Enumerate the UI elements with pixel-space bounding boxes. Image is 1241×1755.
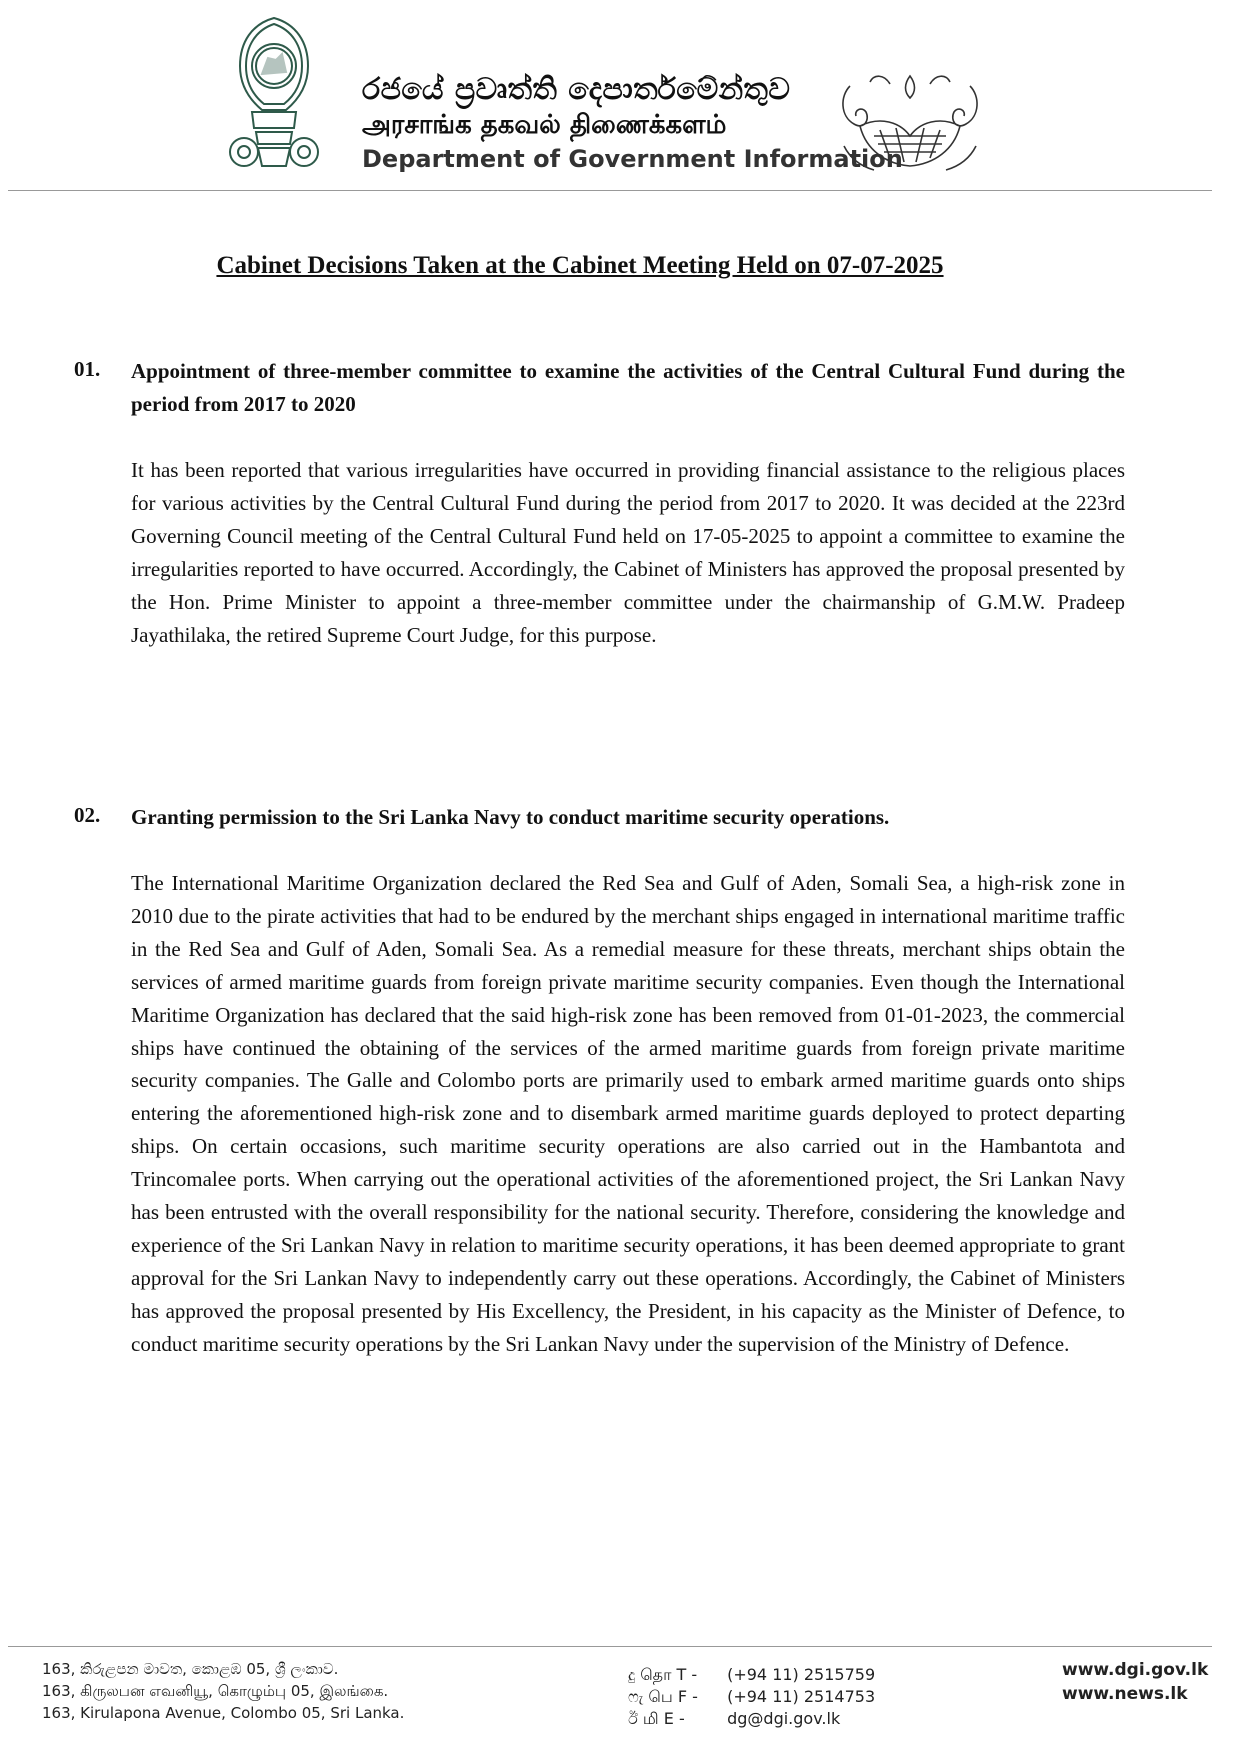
contact-fax [628,1686,875,1708]
document-title: Cabinet Decisions Taken at the Cabinet Meeting Held on 07-07-2025 [216,252,944,279]
section-body: It has been reported that various irregularities have occurred in providing financial assistance to the religious places for various activities by the Central Cultural Fund during the period from 2017 to 2020. It was decided at the 223rd Governing Council meeting of the Central Cultural Fund held on 17-05-2025 to appoint a committee to examine the irregularities reported to have occurred. Accordingly, the Cabinet of Ministers has approved the proposal presented by the Hon. Prime Minister to appoint a three-member committee under the chairmanship of G.M.W. Pradeep Jayathilaka, the retired Supreme Court Judge, for this purpose. [131,458,1125,647]
contact-label: ෆැ பெ F - [628,1687,698,1706]
website-link[interactable]: www.news.lk [1062,1684,1188,1704]
department-name-sinhala: රජයේ ප්‍රවෘත්ති දෙපාර්තමේන්තුව [362,72,791,107]
header-divider [8,190,1212,191]
department-name-tamil: அரசாங்க தகவல் திணைக்களம் [362,110,727,140]
section-heading: Granting permission to the Sri Lanka Navy to conduct maritime security operations. [131,805,890,829]
section-body: The International Maritime Organization declared the Red Sea and Gulf of Aden, Somali Sea, a high-risk zone in 2010 due to the pirate activities that had to be endured by the merchant ships engaged in international maritime traffic in the Red Sea and Gulf of Aden, Somali Sea. As a remedial measure for these threats, merchant ships obtain the services of armed maritime guards from foreign private maritime security companies. Even though the International Maritime Organization has declared that the said high-risk zone has been removed from 01-01-2023, the commercial ships have continued the obtaining of the services of the armed maritime guards from foreign private maritime security companies. The Galle and Colombo ports are primarily used to embark armed maritime guards onto ships entering the aforementioned high-risk zone and to disembark armed maritime guards deployed to protect departing ships. On certain occasions, such maritime security operations are also carried out in the Hambantota and Trincomalee ports. When carrying out the operational activities of the aforementioned project, the Sri Lankan Navy has been entrusted with the overall responsibility for the national security. Therefore, considering the knowledge and experience of the Sri Lankan Navy in relation to maritime security operations, it has been deemed appropriate to grant approval for the Sri Lankan Navy to independently carry out these operations. Accordingly, the Cabinet of Ministers has approved the proposal presented by His Excellency, the President, in his capacity as the Minister of Defence, to conduct maritime security operations by the Sri Lankan Navy under the supervision of the Ministry of Defence. [131,871,1125,1356]
footer-address [42,1658,404,1724]
address-tamil: 163, கிருலபன எவனியூ, கொழும்பு 05, இலங்கை. [42,1682,389,1700]
department-name [362,72,903,176]
department-name-english: Department of Government Information [362,145,903,173]
contact-label: ඊ மி E - [628,1709,685,1728]
footer-websites [1062,1658,1208,1706]
address-english: 163, Kirulapona Avenue, Colombo 05, Sri Lanka. [42,1704,405,1722]
footer-contacts [628,1664,875,1730]
letterhead [0,0,1241,192]
sri-lanka-emblem-icon [222,14,326,176]
contact-email [628,1708,875,1730]
section-number: 02. [74,803,101,827]
contact-value: dg@dgi.gov.lk [727,1709,841,1728]
swan-ornament-icon [830,66,990,176]
section-heading: Appointment of three-member committee to examine the activities of the Central Cultural Fund during the period from 2017 to 2020 [131,359,1125,416]
address-sinhala: 163, කිරුළපන මාවත, කොළඹ 05, ශ්‍රී ලංකාව. [42,1660,339,1678]
contact-value: (+94 11) 2514753 [727,1687,876,1706]
contact-telephone [628,1664,875,1686]
contact-label: දු தொ T - [628,1665,698,1684]
footer [0,1640,1241,1755]
contact-value: (+94 11) 2515759 [727,1665,876,1684]
website-link[interactable]: www.dgi.gov.lk [1062,1660,1209,1680]
section-number: 01. [74,357,101,381]
